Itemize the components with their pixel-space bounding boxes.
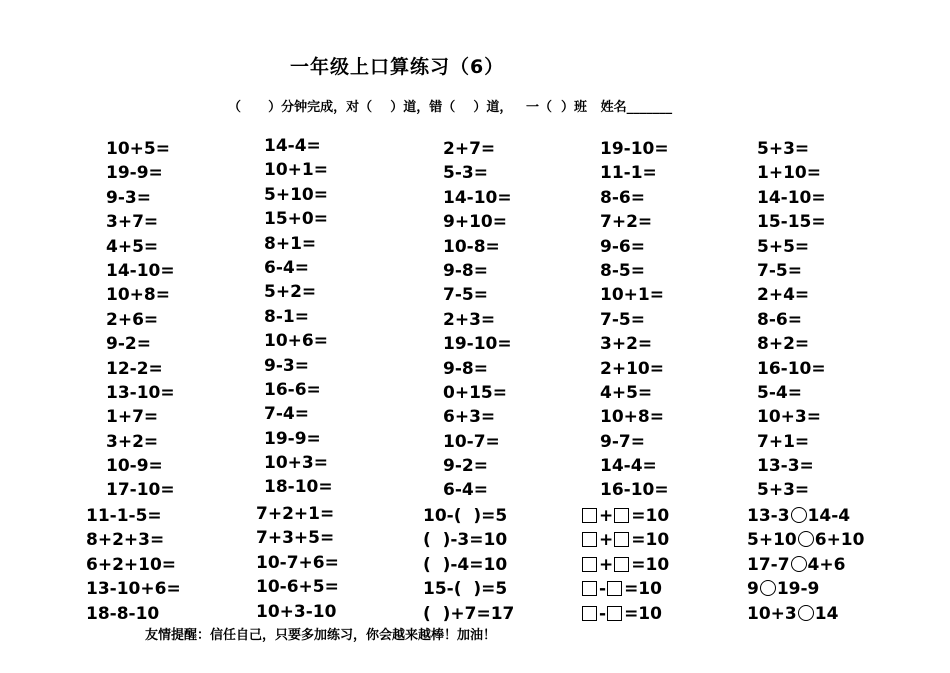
problem: 16-10= — [757, 358, 826, 379]
problem: 7-5= — [757, 260, 802, 281]
problem: 18-10= — [264, 477, 333, 498]
problem: 5+3= — [757, 139, 810, 159]
compare-problem — [747, 528, 864, 552]
problem: 14-10= — [106, 260, 175, 281]
box-column — [582, 504, 669, 626]
problem: 2+10= — [600, 358, 664, 379]
problem: 8-1= — [264, 306, 309, 327]
problem: 3+7= — [106, 212, 159, 233]
box-problem — [582, 602, 669, 626]
answer-box — [614, 557, 629, 572]
problem: 3+2= — [600, 334, 653, 355]
problem: 9-8= — [443, 358, 488, 379]
problem: 9-7= — [600, 431, 645, 452]
problem: 0+15= — [443, 382, 507, 403]
answer-box — [582, 532, 597, 547]
compare-right: 14 — [814, 603, 839, 624]
problem: 7+3+5= — [256, 528, 335, 549]
problem: 4+5= — [600, 382, 653, 403]
chain-column-2 — [256, 502, 339, 624]
worksheet-header: （ ）分钟完成，对（ ）道，错（ ）道， 一（ ）班 姓名_______ — [228, 100, 673, 115]
problem: 19-10= — [443, 334, 512, 355]
problem: 5+2= — [264, 282, 317, 303]
problem: 2+4= — [757, 285, 810, 306]
worksheet-title: 一年级上口算练习（6） — [290, 56, 505, 78]
compare-left: 17-7 — [747, 554, 790, 575]
problem: 10+3-10 — [256, 601, 337, 622]
chain-column-1 — [86, 504, 181, 626]
problem: 9-6= — [600, 236, 645, 257]
compare-left: 5+10 — [747, 530, 797, 551]
problem-column-2 — [264, 134, 333, 500]
answer-box — [582, 508, 597, 523]
problem: 18-8-10 — [86, 603, 160, 624]
box-problem — [582, 528, 669, 552]
problem: 14-10= — [443, 187, 512, 208]
compare-left: 13-3 — [747, 506, 790, 526]
result: =10 — [631, 554, 670, 575]
operator: + — [599, 506, 614, 526]
problem: 10+8= — [600, 407, 664, 428]
answer-box — [582, 606, 597, 621]
problem: 8+1= — [264, 233, 317, 254]
problem: 5-4= — [757, 382, 802, 403]
answer-box — [582, 581, 597, 596]
problem: 10+3= — [757, 407, 821, 428]
compare-right: 6+10 — [814, 530, 865, 551]
compare-circle — [791, 507, 807, 523]
problem: 6+2+10= — [86, 554, 177, 575]
problem: 2+6= — [106, 309, 159, 330]
problem: 10-( )=5 — [423, 506, 508, 526]
problem: 5+5= — [757, 236, 810, 257]
problem: 13-3= — [757, 456, 814, 477]
problem: 5-3= — [443, 163, 488, 184]
result: =10 — [624, 579, 662, 600]
problem-column-5 — [757, 137, 826, 503]
problem: 2+3= — [443, 309, 496, 330]
problem: 12-2= — [106, 358, 163, 379]
box-problem — [582, 553, 669, 577]
problem: 14-10= — [757, 187, 826, 208]
problem: 17-10= — [106, 480, 175, 501]
result: =10 — [624, 603, 662, 624]
problem: 7+2= — [600, 212, 653, 233]
compare-problem — [747, 553, 864, 577]
problem: 9-2= — [443, 456, 488, 477]
problem: 6-4= — [264, 257, 309, 278]
result: =10 — [631, 530, 670, 551]
problem: 8-5= — [600, 260, 645, 281]
problem: 10+8= — [106, 285, 170, 306]
compare-right: 4+6 — [807, 554, 846, 575]
problem: 11-1= — [600, 163, 657, 184]
compare-circle — [798, 605, 814, 621]
compare-circle — [798, 531, 814, 547]
compare-right: 14-4 — [807, 506, 851, 526]
problem: 9-3= — [106, 187, 151, 208]
problem: 14-4= — [600, 456, 657, 477]
answer-box — [607, 581, 622, 596]
compare-problem — [747, 504, 864, 528]
problem: 8-6= — [757, 309, 802, 330]
problem: 9-2= — [106, 334, 151, 355]
problem: 9+10= — [443, 212, 507, 233]
problem: 7+1= — [757, 431, 810, 452]
encouragement-footer: 友情提醒：信任自己，只要多加练习，你会越来越棒！加油！ — [145, 628, 497, 643]
problem: 19-10= — [600, 139, 669, 159]
problem: 16-10= — [600, 480, 669, 501]
compare-left: 9 — [747, 579, 759, 600]
problem-column-1 — [106, 137, 175, 503]
problem: 15+0= — [264, 209, 328, 230]
answer-box — [607, 606, 622, 621]
problem: 10+6= — [264, 331, 328, 352]
problem: 16-6= — [264, 379, 321, 400]
operator: + — [599, 530, 614, 551]
problem: 8+2+3= — [86, 530, 165, 551]
problem: 11-1-5= — [86, 506, 162, 526]
problem: 6+3= — [443, 407, 496, 428]
problem: 7-5= — [443, 285, 488, 306]
problem: 9-3= — [264, 355, 309, 376]
problem: 10+3= — [264, 453, 328, 474]
problem-column-4 — [600, 137, 669, 503]
problem: 13-10+6= — [86, 579, 181, 600]
answer-box — [582, 557, 597, 572]
problem: 10+5= — [106, 139, 170, 159]
operator: - — [599, 603, 607, 624]
problem: 8+2= — [757, 334, 810, 355]
problem: 10-7= — [443, 431, 500, 452]
blank-column — [423, 504, 514, 626]
problem: 10-7+6= — [256, 552, 339, 573]
problem: 9-8= — [443, 260, 488, 281]
problem: 13-10= — [106, 382, 175, 403]
problem: 10-9= — [106, 456, 163, 477]
problem: ( )-3=10 — [423, 530, 508, 551]
problem: 1+10= — [757, 163, 821, 184]
box-problem — [582, 577, 669, 601]
compare-circle — [791, 556, 807, 572]
problem: 10-6+5= — [256, 577, 339, 598]
problem: 7-4= — [264, 404, 309, 425]
problem: 15-( )=5 — [423, 579, 508, 600]
problem: 7+2+1= — [256, 504, 335, 524]
compare-column — [747, 504, 864, 626]
problem: 15-15= — [757, 212, 826, 233]
problem: 10-8= — [443, 236, 500, 257]
compare-circle — [760, 580, 776, 596]
problem: 8-6= — [600, 187, 645, 208]
problem: 2+7= — [443, 139, 496, 159]
problem: 5+10= — [264, 184, 328, 205]
compare-right: 19-9 — [776, 579, 820, 600]
problem: 3+2= — [106, 431, 159, 452]
problem: ( )-4=10 — [423, 554, 508, 575]
problem: 1+7= — [106, 407, 159, 428]
problem: 14-4= — [264, 136, 321, 156]
problem: 5+3= — [757, 480, 810, 501]
compare-problem — [747, 577, 864, 601]
problem: 10+1= — [264, 160, 328, 181]
problem: ( )+7=17 — [423, 603, 515, 624]
compare-left: 10+3 — [747, 603, 797, 624]
problem: 19-9= — [264, 428, 321, 449]
operator: - — [599, 579, 607, 600]
result: =10 — [631, 506, 670, 526]
operator: + — [599, 554, 614, 575]
problem: 7-5= — [600, 309, 645, 330]
problem: 4+5= — [106, 236, 159, 257]
box-problem — [582, 504, 669, 528]
compare-problem — [747, 602, 864, 626]
problem-column-3 — [443, 137, 512, 503]
problem: 19-9= — [106, 163, 163, 184]
answer-box — [614, 508, 629, 523]
problem: 6-4= — [443, 480, 488, 501]
answer-box — [614, 532, 629, 547]
problem: 10+1= — [600, 285, 664, 306]
